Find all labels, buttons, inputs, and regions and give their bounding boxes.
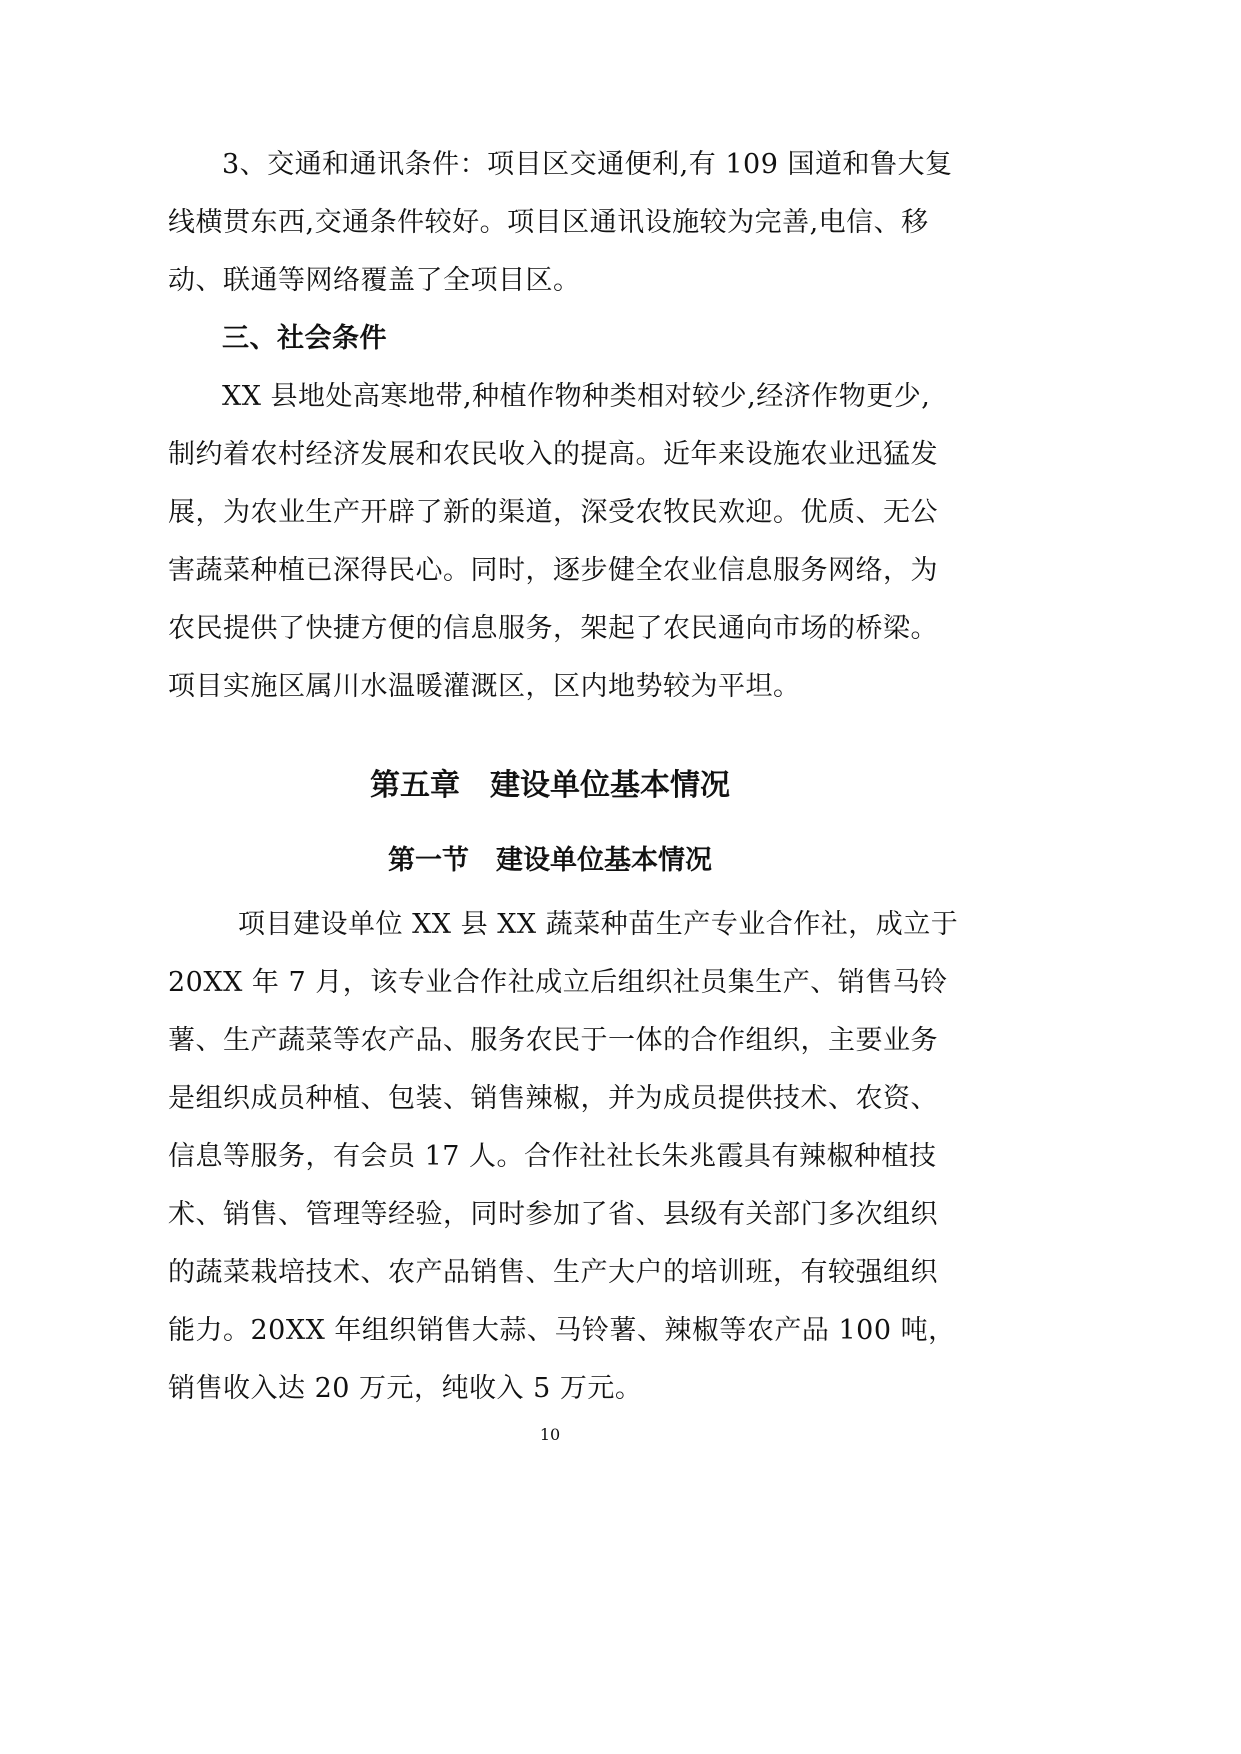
paragraph-line: 术、销售、管理等经验，同时参加了省、县级有关部门多次组织 bbox=[168, 1199, 938, 1230]
paragraph-line: XX 县地处高寒地带,种植作物种类相对较少,经济作物更少, bbox=[222, 381, 931, 412]
page-number: 10 bbox=[539, 1425, 561, 1444]
chapter-title: 第五章 建设单位基本情况 bbox=[370, 768, 730, 803]
section-heading-social: 三、社会条件 bbox=[222, 323, 387, 354]
paragraph-line: 动、联通等网络覆盖了全项目区。 bbox=[168, 265, 581, 296]
paragraph-line: 农民提供了快捷方便的信息服务，架起了农民通向市场的桥梁。 bbox=[168, 613, 938, 644]
paragraph-line: 害蔬菜种植已深得民心。同时，逐步健全农业信息服务网络，为 bbox=[168, 555, 938, 586]
paragraph-line: 制约着农村经济发展和农民收入的提高。近年来设施农业迅猛发 bbox=[168, 439, 938, 470]
paragraph-line: 项目实施区属川水温暖灌溉区，区内地势较为平坦。 bbox=[168, 671, 801, 702]
paragraph-line: 3、交通和通讯条件：项目区交通便利,有 109 国道和鲁大复 bbox=[222, 149, 953, 180]
paragraph-line: 项目建设单位 XX 县 XX 蔬菜种苗生产专业合作社，成立于 bbox=[238, 909, 959, 940]
paragraph-line: 信息等服务，有会员 17 人。合作社社长朱兆霞具有辣椒种植技 bbox=[168, 1141, 937, 1172]
paragraph-line: 线横贯东西,交通条件较好。项目区通讯设施较为完善,电信、移 bbox=[168, 207, 929, 238]
paragraph-line: 展，为农业生产开辟了新的渠道，深受农牧民欢迎。优质、无公 bbox=[168, 497, 938, 528]
paragraph-line: 是组织成员种植、包装、销售辣椒，并为成员提供技术、农资、 bbox=[168, 1083, 938, 1114]
paragraph-line: 销售收入达 20 万元，纯收入 5 万元。 bbox=[168, 1373, 643, 1404]
section-title: 第一节 建设单位基本情况 bbox=[388, 845, 712, 876]
paragraph-line: 的蔬菜栽培技术、农产品销售、生产大户的培训班，有较强组织 bbox=[168, 1257, 938, 1288]
paragraph-line: 20XX 年 7 月，该专业合作社成立后组织社员集生产、销售马铃 bbox=[168, 967, 948, 998]
paragraph-line: 能力。20XX 年组织销售大蒜、马铃薯、辣椒等农产品 100 吨， bbox=[168, 1315, 956, 1346]
paragraph-line: 薯、生产蔬菜等农产品、服务农民于一体的合作组织，主要业务 bbox=[168, 1025, 938, 1056]
